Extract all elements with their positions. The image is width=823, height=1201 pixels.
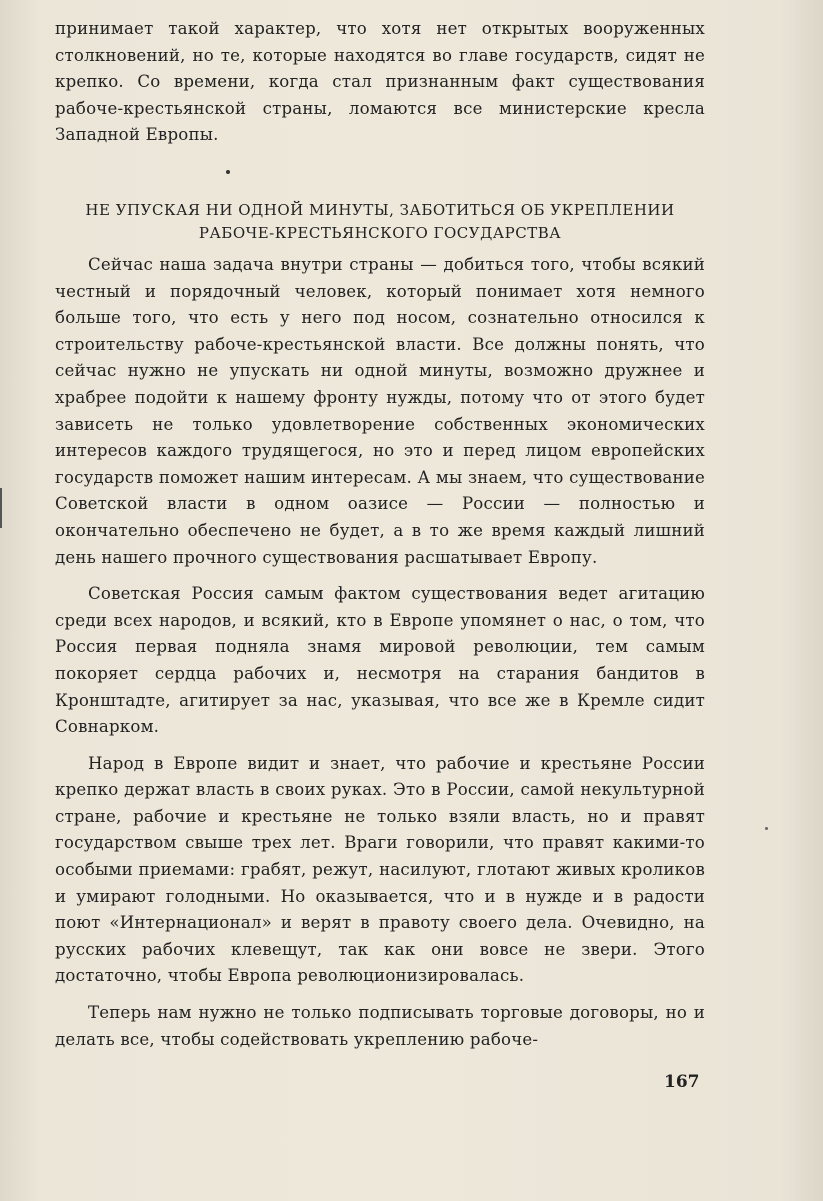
page-number: 167 bbox=[664, 1072, 700, 1092]
intro-text-block bbox=[55, 16, 705, 149]
page-edge-mark bbox=[0, 488, 2, 528]
paper-speck bbox=[765, 827, 768, 830]
body-paragraph-1: Сейчас наша задача внутри страны — добиться того, чтобы всякий честный и порядочный человек, который понимает хотя немного больше того, что есть у него под носом, сознательно относился к строительству рабоче-крестьянской власти. Все должны понять, что сейчас нужно не упускать ни одной минуты, возможно дружнее и храбрее подойти к нашему фронту нужды, потому что от этого будет зависеть не только удовлетворение собственных экономических интересов каждого трудящегося, но это и перед лицом европейских государств поможет нашим интересам. А мы знаем, что существование Советской власти в одном оазисе — России — полностью и окончательно обеспечено не будет, а в то же время каждый лишний день нашего прочного существования расшатывает Европу. bbox=[55, 255, 705, 567]
body-text-block bbox=[55, 252, 705, 1053]
section-heading bbox=[55, 199, 705, 245]
section-heading-line-1: НЕ УПУСКАЯ НИ ОДНОЙ МИНУТЫ, ЗАБОТИТЬСЯ ОБ УКРЕПЛЕНИИ bbox=[85, 201, 675, 219]
body-paragraph-4: Теперь нам нужно не только подписывать торговые договоры, но и делать все, чтобы содействовать укреплению рабоче- bbox=[55, 1003, 705, 1049]
body-paragraph-3: Народ в Европе видит и знает, что рабочие и крестьяне России крепко держат власть в своих руках. Это в России, самой некультурной стране, рабочие и крестьяне не только взяли власть, но и правят государством свыше трех лет. Враги говорили, что правят какими-то особыми приемами: грабят, режут, насилуют, глотают живых кроликов и умирают голодными. Но оказывается, что и в нужде и в радости поют «Интернационал» и верят в правоту своего дела. Очевидно, на русских рабочих клевещут, так как они вовсе не звери. Этого достаточно, чтобы Европа революционизировалась. bbox=[55, 753, 705, 986]
intro-paragraph: принимает такой характер, что хотя нет открытых вооруженных столкновений, но те, которые находятся во главе государств, сидят не крепко. Со времени, когда стал признанным факт существования рабоче-крестьянской страны, ломаются все министерские кресла Западной Европы. bbox=[55, 19, 705, 145]
section-heading-line-2: РАБОЧЕ-КРЕСТЬЯНСКОГО ГОСУДАРСТВА bbox=[198, 224, 562, 242]
separator-dot bbox=[226, 170, 230, 174]
body-paragraph-2: Советская Россия самым фактом существования ведет агитацию среди всех народов, и всякий, кто в Европе упомянет о нас, о том, что Россия первая подняла знамя мировой революции, тем самым покоряет сердца рабочих и, несмотря на старания бандитов в Кронштадте, агитирует за нас, указывая, что все же в Кремле сидит Совнарком. bbox=[55, 584, 705, 737]
